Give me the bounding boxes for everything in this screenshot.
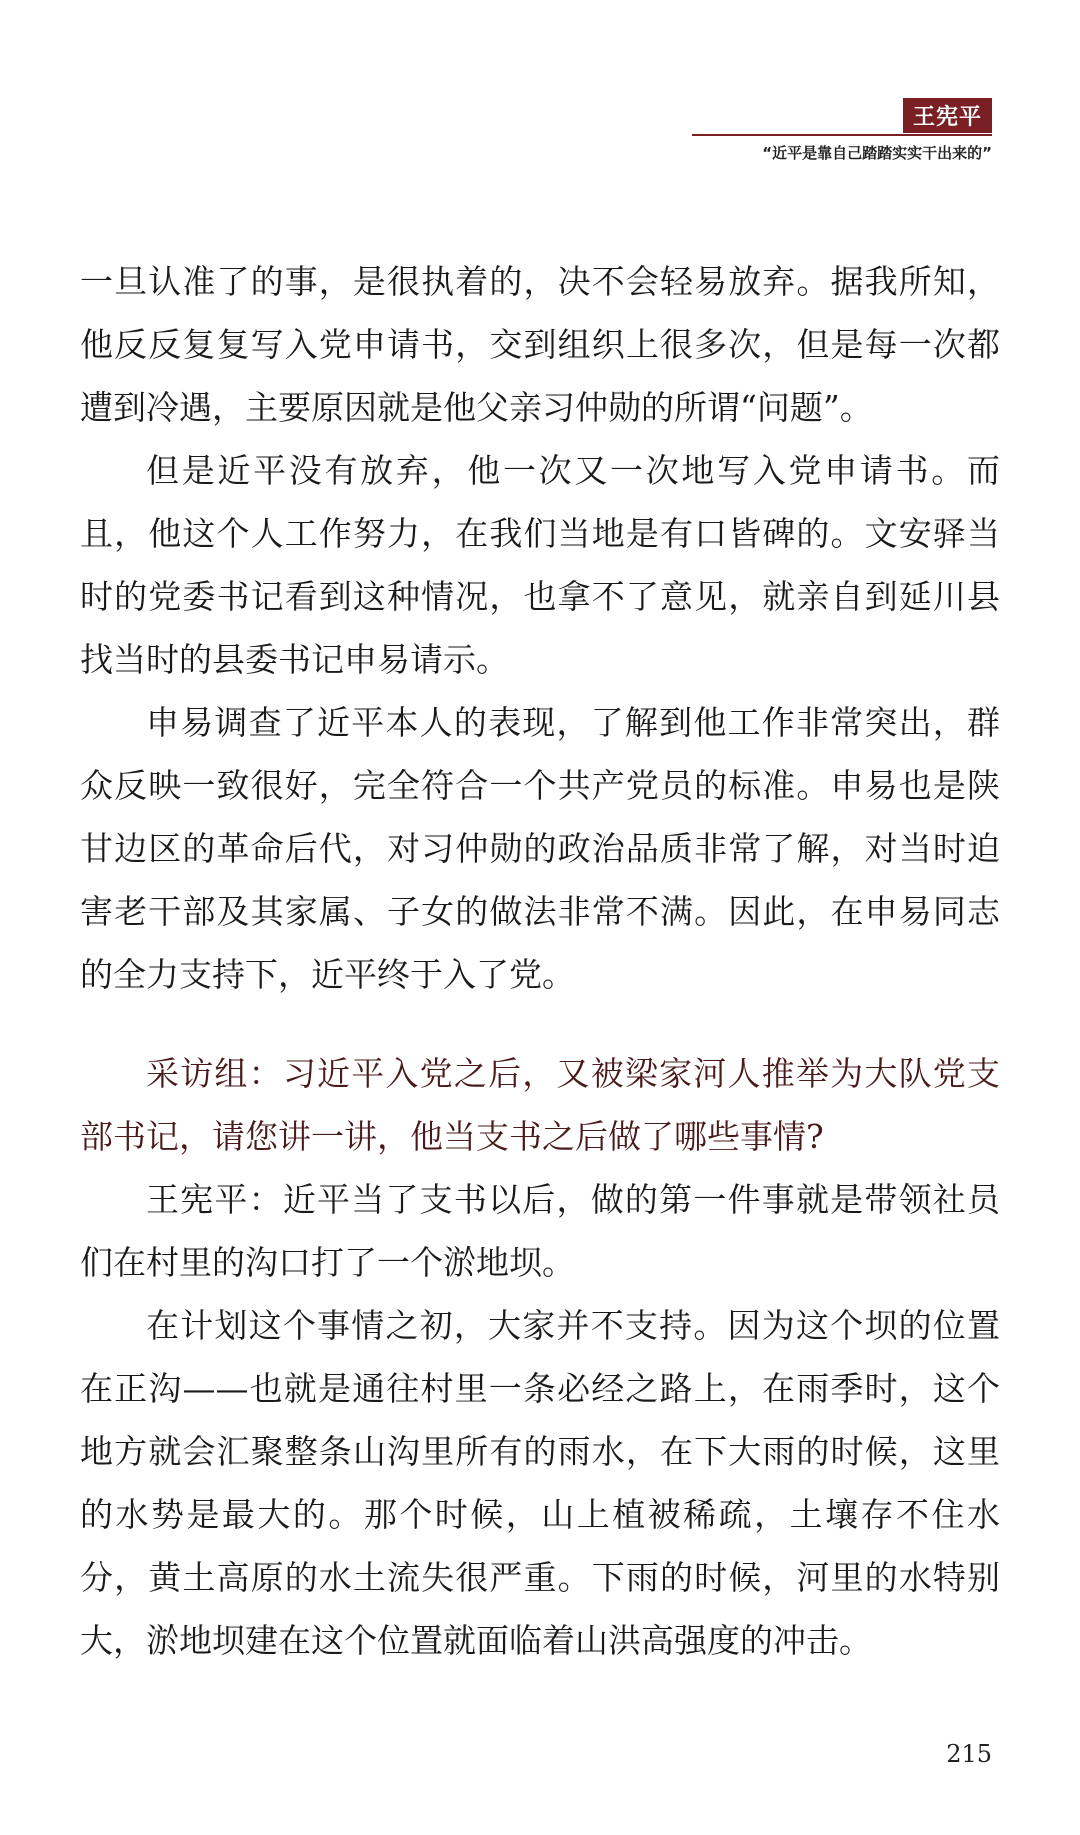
header-subtitle: “近平是靠自己踏踏实实干出来的” (762, 144, 992, 162)
paragraph: 申易调查了近平本人的表现，了解到他工作非常突出，群众反映一致很好，完全符合一个共产党员的标准。申易也是陕甘边区的革命后代，对习仲勋的政治品质非常了解，对当时迫害老干部及其家属、子女的做法非常不满。因此，在申易同志的全力支持下，近平终于入了党。 (80, 703, 1000, 994)
page-body (80, 250, 1000, 1672)
paragraph: 但是近平没有放弃，他一次又一次地写入党申请书。而且，他这个人工作努力，在我们当地是有口皆碑的。文安驿当时的党委书记看到这种情况，也拿不了意见，就亲自到延川县找当时的县委书记申易请示。 (80, 451, 1000, 679)
paragraph-continued: 一旦认准了的事，是很执着的，决不会轻易放弃。据我所知，他反反复复写入党申请书，交到组织上很多次，但是每一次都遭到冷遇，主要原因就是他父亲习仲勋的所谓“问题”。 (80, 262, 1000, 427)
interviewer-question: 采访组：习近平入党之后，又被梁家河人推举为大队党支部书记，请您讲一讲，他当支书之后做了哪些事情? (80, 1054, 1000, 1156)
header-chapter-name: 王宪平 (903, 98, 992, 133)
paragraph: 在计划这个事情之初，大家并不支持。因为这个坝的位置在正沟——也就是通往村里一条必经之路上，在雨季时，这个地方就会汇聚整条山沟里所有的雨水，在下大雨的时候，这里的水势是最大的。那个时候，山上植被稀疏，土壤存不住水分，黄土高原的水土流失很严重。下雨的时候，河里的水特别大，淤地坝建在这个位置就面临着山洪高强度的冲击。 (80, 1306, 1000, 1660)
header-rule (692, 134, 992, 136)
interviewee-answer: 王宪平：近平当了支书以后，做的第一件事就是带领社员们在村里的沟口打了一个淤地坝。 (80, 1180, 1000, 1282)
page-number: 215 (946, 1740, 992, 1768)
section-gap (80, 1006, 1000, 1042)
